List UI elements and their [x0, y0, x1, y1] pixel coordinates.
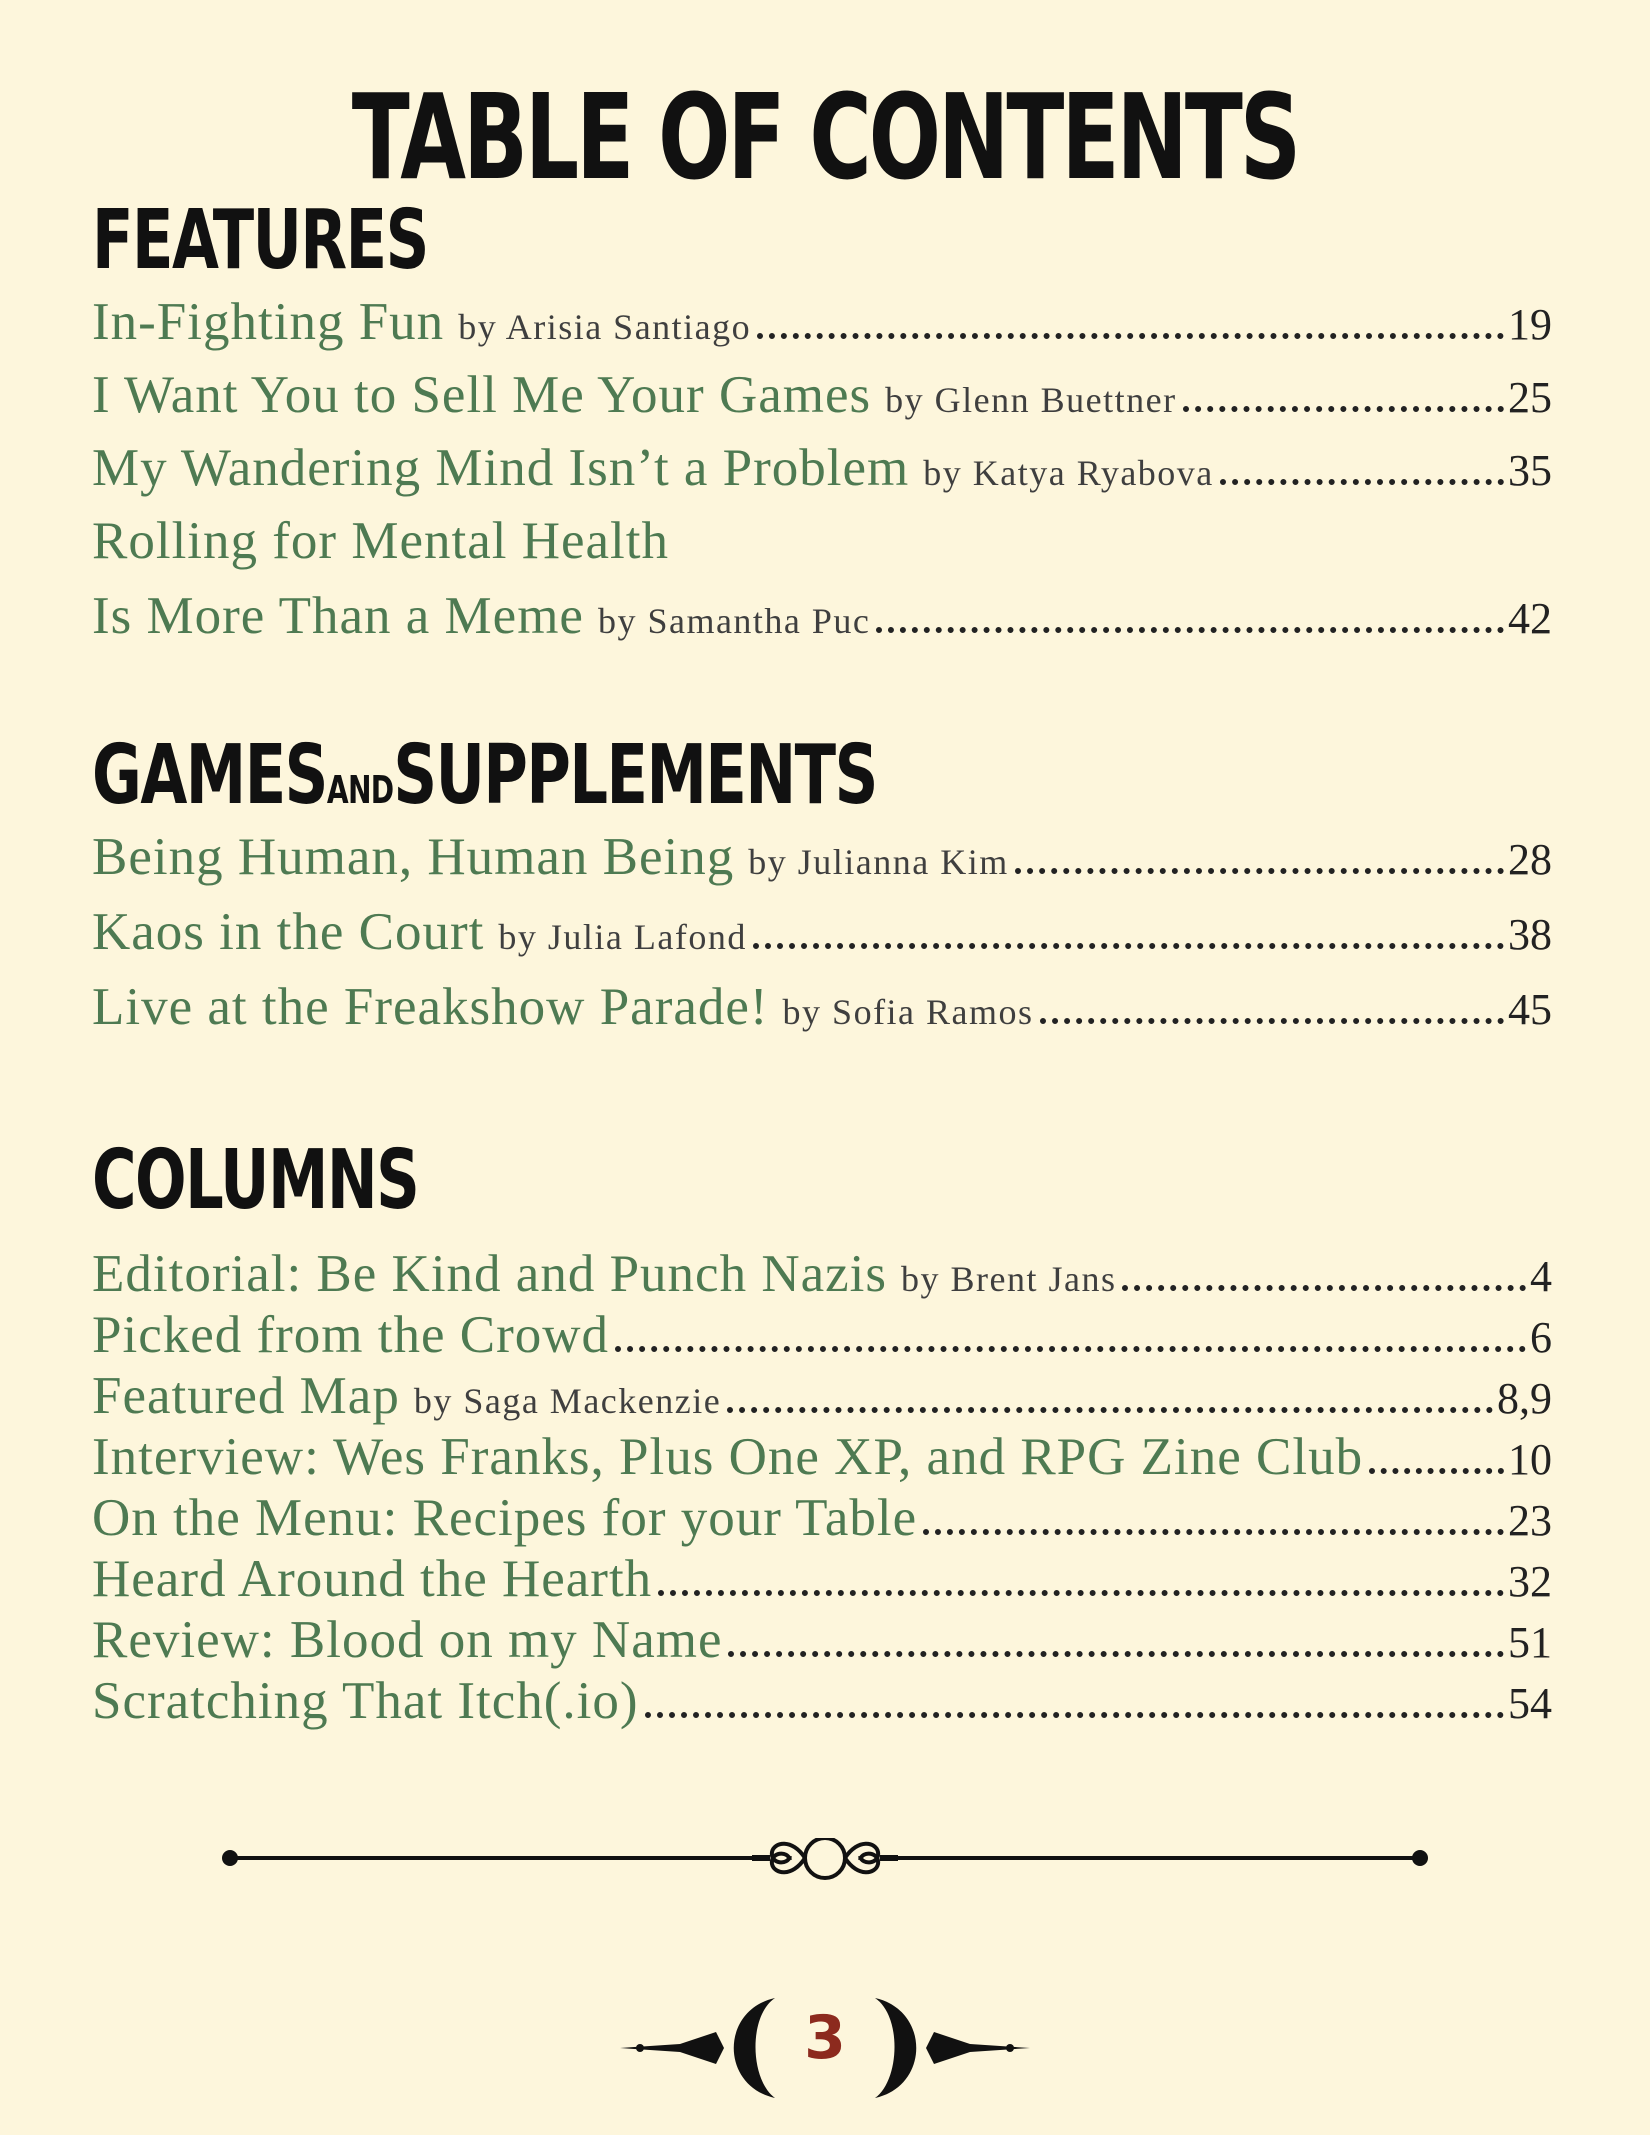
entry-title: Editorial: Be Kind and Punch Nazis — [92, 1245, 887, 1303]
heading-part-games: GAMES — [92, 728, 327, 823]
section-heading-features: FEATURES — [92, 193, 428, 288]
toc-entry[interactable] — [92, 439, 1552, 497]
entry-title: In-Fighting Fun — [92, 293, 445, 351]
entry-page-number: 38 — [1508, 910, 1552, 959]
entry-author: by Arisia Santiago — [458, 307, 752, 347]
entry-title: Kaos in the Court — [92, 903, 485, 961]
entry-page-number: 45 — [1508, 985, 1552, 1034]
entry-author: by Sofia Ramos — [782, 992, 1034, 1032]
section-heading-columns: COLUMNS — [92, 1133, 419, 1228]
entry-title: Review: Blood on my Name — [92, 1611, 723, 1669]
entry-title: Live at the Freakshow Parade! — [92, 978, 769, 1036]
dot-leader — [1040, 1018, 1504, 1024]
entry-page-number: 10 — [1508, 1435, 1552, 1484]
toc-entry[interactable] — [92, 1245, 1552, 1303]
dot-leader — [658, 1590, 1504, 1596]
entry-page-number: 35 — [1508, 446, 1552, 495]
section-features — [92, 193, 1562, 663]
dot-leader — [1015, 868, 1504, 874]
entry-title: Being Human, Human Being — [92, 828, 735, 886]
heading-part-supplements: SUPPLEMENTS — [393, 728, 877, 823]
dot-leader — [645, 1712, 1505, 1718]
entry-author: by Samantha Puc — [597, 601, 871, 641]
dot-leader — [753, 943, 1504, 949]
entry-page-number: 23 — [1508, 1496, 1552, 1545]
games-list — [92, 828, 1562, 1036]
features-list — [92, 293, 1562, 645]
toc-entry[interactable] — [92, 366, 1552, 424]
flourish-icon — [752, 1838, 898, 1878]
page-number: 3 — [804, 2003, 846, 2073]
page-title: TABLE OF CONTENTS — [351, 68, 1299, 206]
entry-author: by Brent Jans — [901, 1259, 1117, 1299]
entry-page-number: 32 — [1508, 1557, 1552, 1606]
entry-title: Picked from the Crowd — [92, 1306, 610, 1364]
toc-entry[interactable] — [92, 978, 1552, 1036]
dot-leader — [1220, 479, 1504, 485]
dot-leader — [728, 1651, 1504, 1657]
entry-page-number: 8,9 — [1497, 1374, 1552, 1423]
dot-leader — [1183, 406, 1504, 412]
entry-page-number: 4 — [1530, 1252, 1552, 1301]
dot-leader — [876, 627, 1504, 633]
toc-entry[interactable] — [92, 1489, 1552, 1547]
entry-title: Heard Around the Hearth — [92, 1550, 653, 1608]
entry-title-line1: Rolling for Mental Health — [92, 512, 669, 570]
toc-entry-multiline[interactable] — [92, 512, 1562, 645]
entry-title: Is More Than a Meme — [92, 587, 584, 645]
entry-page-number: 28 — [1508, 835, 1552, 884]
dot-leader — [1122, 1285, 1526, 1291]
entry-author: by Julia Lafond — [498, 917, 747, 957]
page-footer — [620, 1990, 1030, 2100]
entry-author: by Glenn Buettner — [885, 380, 1177, 420]
section-heading-games — [92, 728, 1180, 823]
toc-entry[interactable] — [92, 903, 1552, 961]
entry-page-number: 19 — [1508, 300, 1552, 349]
entry-page-number: 51 — [1508, 1618, 1552, 1667]
columns-list — [92, 1245, 1562, 1730]
entry-title: On the Menu: Recipes for your Table — [92, 1489, 918, 1547]
toc-entry[interactable] — [92, 1550, 1552, 1608]
heading-part-and: AND — [326, 768, 394, 812]
ornamental-divider — [222, 1838, 1428, 1898]
entry-author: by Julianna Kim — [748, 842, 1009, 882]
toc-entry[interactable] — [92, 1611, 1552, 1669]
dot-leader — [615, 1346, 1526, 1352]
section-games-and-supplements — [92, 728, 1562, 1056]
toc-entry[interactable] — [92, 1672, 1552, 1730]
dot-leader — [727, 1407, 1493, 1413]
entry-title: Interview: Wes Franks, Plus One XP, and RPG Zine Club — [92, 1428, 1364, 1486]
entry-author: by Saga Mackenzie — [413, 1381, 722, 1421]
toc-entry[interactable] — [92, 1428, 1552, 1486]
toc-entry[interactable] — [92, 293, 1552, 351]
entry-page-number: 42 — [1508, 594, 1552, 643]
dot-leader — [757, 333, 1504, 339]
dot-leader — [1369, 1468, 1504, 1474]
toc-entry[interactable] — [92, 1306, 1552, 1364]
toc-entry[interactable] — [92, 1367, 1552, 1425]
entry-page-number: 6 — [1530, 1313, 1552, 1362]
entry-page-number: 25 — [1508, 373, 1552, 422]
entry-title: My Wandering Mind Isn’t a Problem — [92, 439, 910, 497]
dot-leader — [923, 1529, 1504, 1535]
section-columns — [92, 1133, 1562, 1736]
entry-title: Scratching That Itch(.io) — [92, 1672, 639, 1730]
entry-title: I Want You to Sell Me Your Games — [92, 366, 872, 424]
entry-author: by Katya Ryabova — [923, 453, 1214, 493]
entry-page-number: 54 — [1508, 1679, 1552, 1728]
toc-entry[interactable] — [92, 828, 1552, 886]
entry-title: Featured Map — [92, 1367, 400, 1425]
